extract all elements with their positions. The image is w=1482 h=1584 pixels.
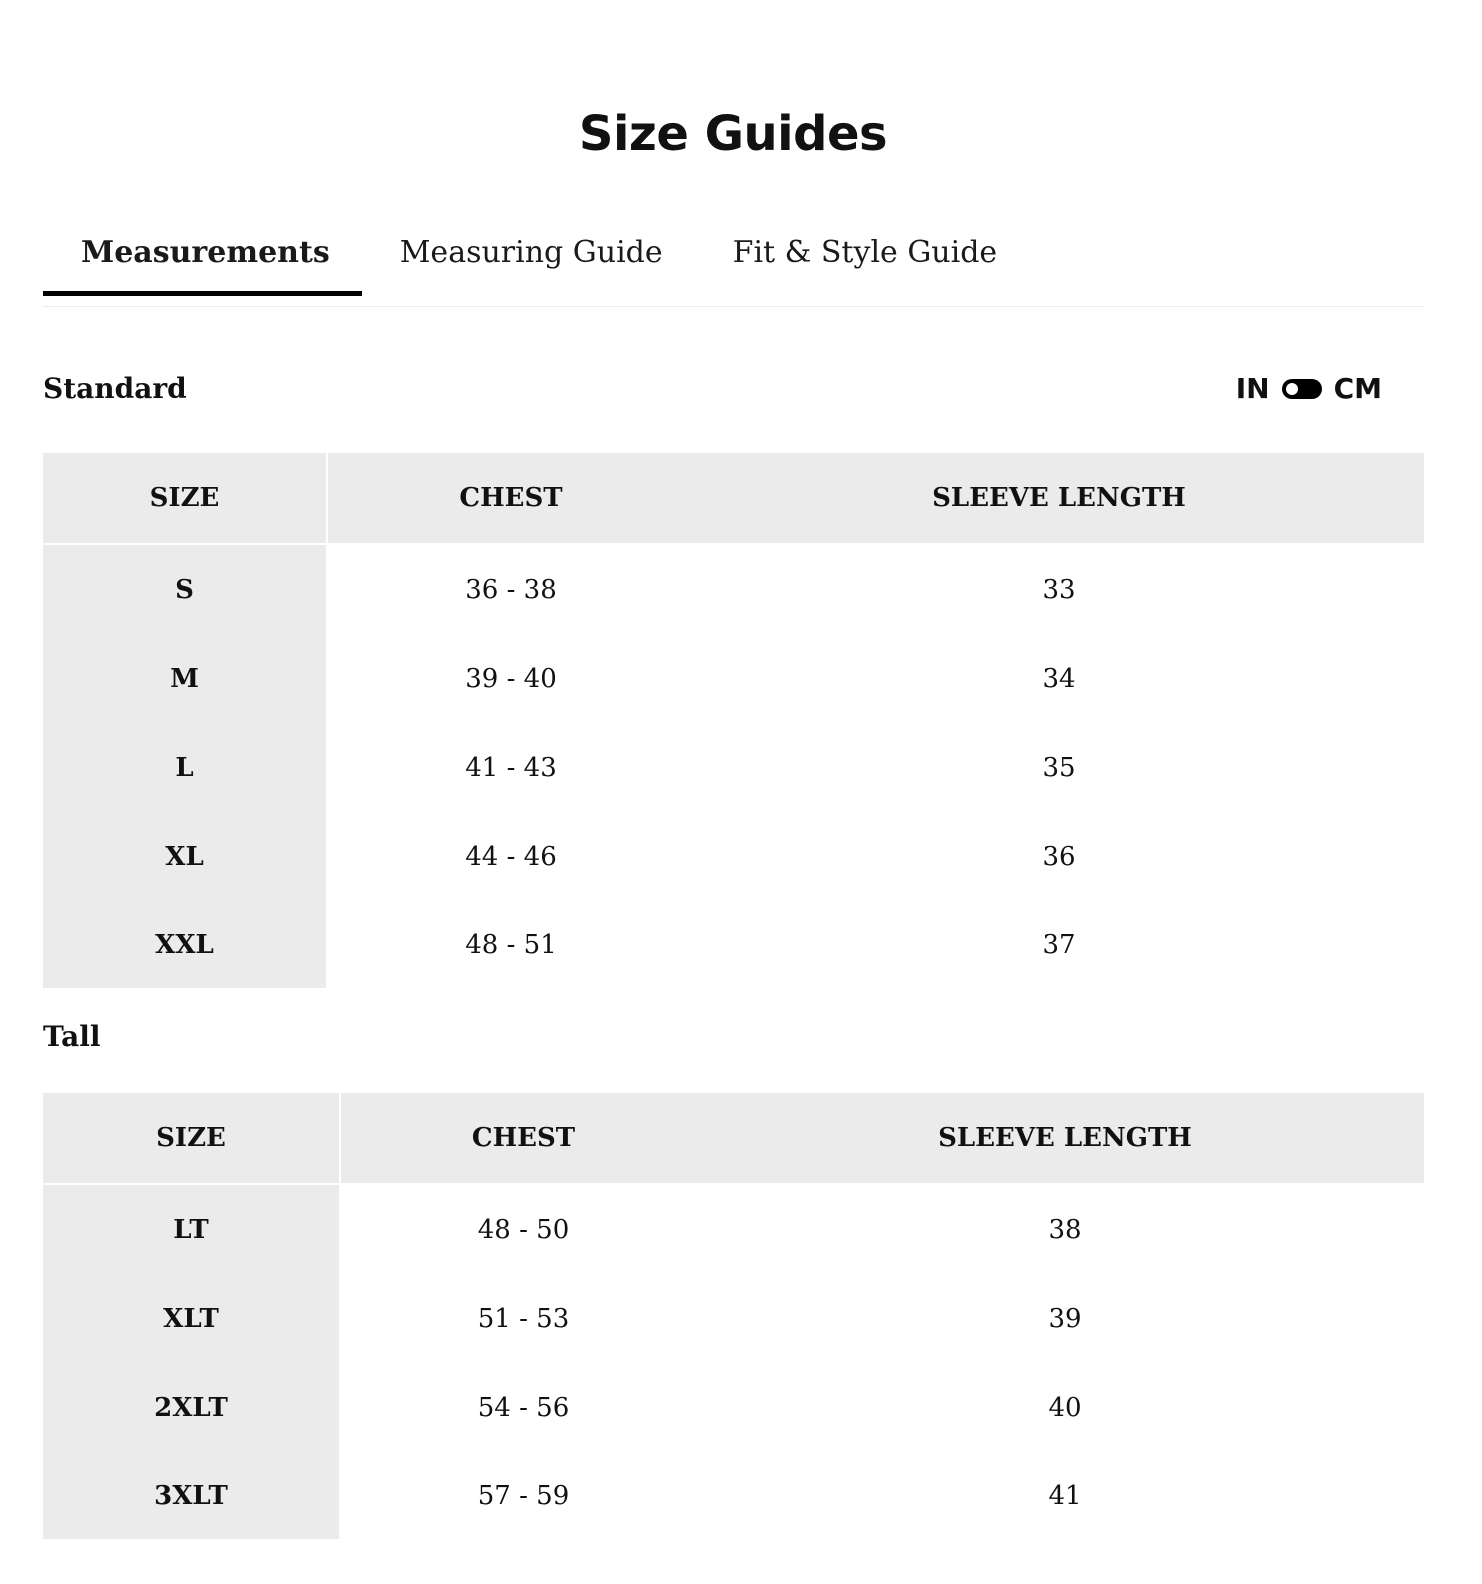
table-row [43,1184,1424,1274]
table-row [43,1452,1424,1539]
table-row [43,544,1424,634]
chest-cell: 48 - 51 [465,929,557,960]
table-row [43,812,1424,901]
sleeve-cell: 34 [1042,663,1076,694]
table-row [43,901,1424,988]
table-row [43,723,1424,812]
page-title: Size Guides [578,106,888,162]
size-cell: XLT [43,1274,340,1363]
unit-switch[interactable] [1282,379,1322,399]
header-size: SIZE [43,453,327,544]
size-cell: XXL [43,901,327,988]
table-header-row [43,453,1424,544]
tall-section-label: Tall [43,1020,101,1053]
sleeve-cell: 40 [1048,1392,1082,1423]
standard-size-table [43,453,1424,988]
size-cell: S [43,544,327,634]
standard-section-label: Standard [43,372,187,405]
tall-size-table [43,1093,1424,1539]
size-cell: XL [43,812,327,901]
sleeve-cell: 37 [1042,929,1076,960]
header-sleeve-length: SLEEVE LENGTH [694,453,1424,544]
size-cell: L [43,723,327,812]
size-cell: 2XLT [43,1363,340,1452]
chest-cell: 54 - 56 [477,1392,570,1423]
chest-cell: 57 - 59 [477,1480,570,1511]
size-cell: 3XLT [43,1452,340,1539]
sleeve-cell: 36 [1042,841,1076,872]
sleeve-cell: 35 [1042,752,1076,783]
unit-toggle [1236,372,1382,405]
table-row [43,1274,1424,1363]
sleeve-cell: 33 [694,544,1424,634]
chest-cell: 48 - 50 [340,1184,706,1274]
size-cell: M [43,634,327,723]
sleeve-cell: 41 [1048,1480,1082,1511]
chest-cell: 41 - 43 [465,752,557,783]
table-header-row [43,1093,1424,1184]
tab-measurements[interactable]: Measurements [43,220,362,296]
tab-fit-style-guide[interactable]: Fit & Style Guide [732,235,998,270]
tab-bar [43,220,1424,307]
tab-measuring-guide[interactable]: Measuring Guide [399,235,663,270]
table-row [43,634,1424,723]
header-sleeve-length: SLEEVE LENGTH [706,1093,1424,1184]
sleeve-cell: 38 [706,1184,1424,1274]
chest-cell: 44 - 46 [465,841,557,872]
chest-cell: 51 - 53 [477,1303,570,1334]
unit-cm-label[interactable]: CM [1333,372,1382,405]
sleeve-cell: 39 [1048,1303,1082,1334]
switch-knob [1286,383,1298,395]
unit-in-label[interactable]: IN [1235,372,1270,405]
size-cell: LT [43,1184,340,1274]
header-chest: CHEST [340,1093,706,1184]
header-size: SIZE [43,1093,340,1184]
header-chest: CHEST [327,453,694,544]
chest-cell: 39 - 40 [465,663,557,694]
chest-cell: 36 - 38 [327,544,694,634]
table-row [43,1363,1424,1452]
